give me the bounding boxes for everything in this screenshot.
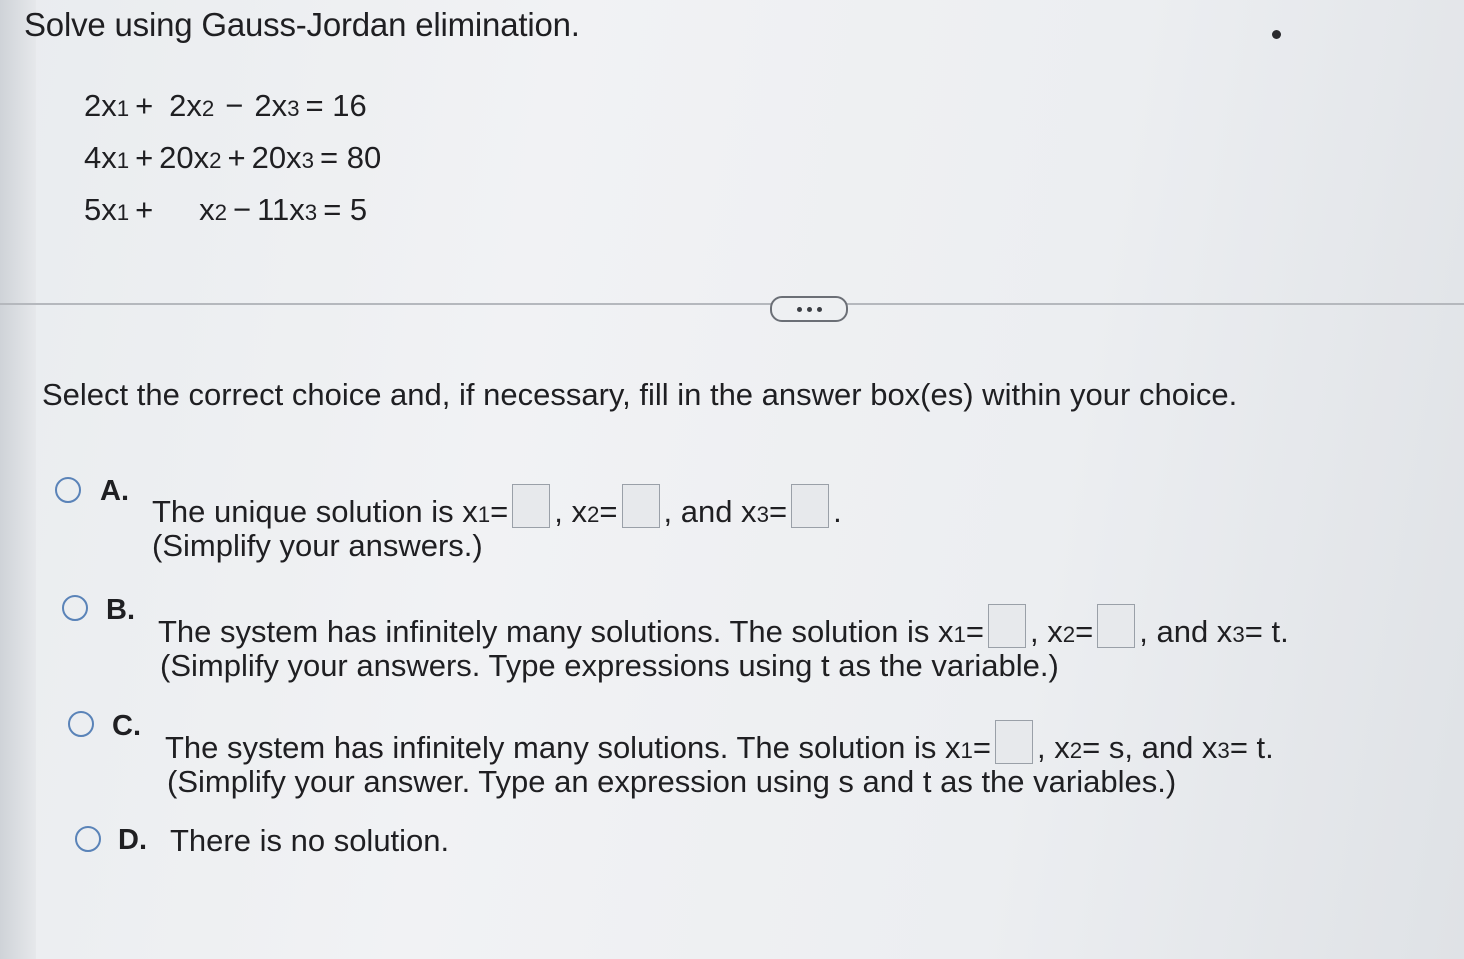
mid-text: = s, and x <box>1082 730 1218 765</box>
eq1-rhs: = 16 <box>305 88 367 123</box>
end-text: = t. <box>1244 614 1289 649</box>
eq3-op1: + <box>135 192 154 227</box>
equation-row-2: 4x 1 + 20x 2 + 20x 3 = 80 <box>84 132 381 184</box>
choice-b-line: The system has infinitely many solutions. The solution is x 1 = , x 2 = , and x 3 = t. <box>158 598 1289 650</box>
answer-box-b-x1[interactable] <box>988 604 1026 648</box>
choice-b-letter: B. <box>106 594 135 626</box>
choice-a-text: The unique solution is x <box>152 494 478 529</box>
eq1-op1: + <box>135 88 154 123</box>
choice-a-note: (Simplify your answers.) <box>152 528 483 563</box>
left-edge-shadow <box>0 0 36 959</box>
choice-a-line: The unique solution is x 1 = , x 2 = , and x 3 = . <box>152 478 842 530</box>
choice-a-radio[interactable] <box>55 477 81 503</box>
end-punct: . <box>833 494 842 529</box>
equation-row-3: 5x 1 + x 2 − 11x 3 = 5 <box>84 184 381 236</box>
eq2-term1: 4x <box>84 140 117 175</box>
equals-sign: = <box>1075 614 1094 649</box>
equals-sign: = <box>599 494 618 529</box>
section-divider <box>0 303 1464 305</box>
answer-box-a-x1[interactable] <box>512 484 550 528</box>
equation-row-1: 2x 1 + 2x 2 − 2x 3 = 16 <box>84 80 381 132</box>
equals-sign: = <box>490 494 509 529</box>
choice-c-line: The system has infinitely many solutions. The solution is x 1 = , x 2 = s, and x 3 = t. <box>165 714 1274 766</box>
eq2-op2: + <box>227 140 246 175</box>
answer-box-c-x1[interactable] <box>995 720 1033 764</box>
eq3-term2: x <box>199 192 215 227</box>
separator: , and x <box>663 494 757 529</box>
eq3-rhs: = 5 <box>323 192 368 227</box>
eq3-op2: − <box>233 192 252 227</box>
answer-box-a-x2[interactable] <box>622 484 660 528</box>
eq1-term1: 2x <box>84 88 117 123</box>
more-dot-icon <box>817 307 822 312</box>
equals-sign: = <box>768 494 788 529</box>
answer-box-a-x3[interactable] <box>791 484 829 528</box>
end-text: = t. <box>1229 730 1274 765</box>
eq1-term3: 2x <box>254 88 288 123</box>
answer-box-b-x2[interactable] <box>1097 604 1135 648</box>
choice-b-radio[interactable] <box>62 595 88 621</box>
instructions-text: Select the correct choice and, if necessary, fill in the answer box(es) within your choice. <box>42 377 1238 412</box>
more-dot-icon <box>807 307 812 312</box>
choice-c-note: (Simplify your answer. Type an expression using s and t as the variables.) <box>167 764 1177 799</box>
choice-d-text: There is no solution. <box>170 823 450 858</box>
equals-sign: = <box>972 730 991 765</box>
bullet-dot <box>1272 30 1281 39</box>
eq1-term2: 2x <box>169 88 202 123</box>
eq2-term2: 20x <box>159 140 210 175</box>
question-title: Solve using Gauss-Jordan elimination. <box>24 6 580 43</box>
choice-d-radio[interactable] <box>75 826 101 852</box>
separator: , x <box>1029 614 1063 649</box>
choice-c-letter: C. <box>112 710 141 742</box>
eq2-op1: + <box>135 140 154 175</box>
choice-d-letter: D. <box>118 824 147 856</box>
eq2-rhs: = 80 <box>319 140 382 175</box>
equals-sign: = <box>965 614 984 649</box>
eq3-term1: 5x <box>84 192 117 227</box>
choice-b-note: (Simplify your answers. Type expressions using t as the variable.) <box>160 648 1059 683</box>
separator: , and x <box>1139 614 1233 649</box>
eq3-term3: 11x <box>257 192 305 227</box>
separator: , x <box>554 494 587 529</box>
separator: , x <box>1036 730 1070 765</box>
choice-c-radio[interactable] <box>68 711 94 737</box>
more-button[interactable] <box>770 296 848 322</box>
eq2-term3: 20x <box>251 140 302 175</box>
equation-system <box>84 80 381 236</box>
more-dot-icon <box>797 307 802 312</box>
choice-c-text: The system has infinitely many solutions. The solution is x <box>165 730 961 765</box>
choice-b-text: The system has infinitely many solutions. The solution is x <box>158 614 954 649</box>
eq1-op2: − <box>225 88 244 123</box>
choice-a-letter: A. <box>100 475 129 507</box>
